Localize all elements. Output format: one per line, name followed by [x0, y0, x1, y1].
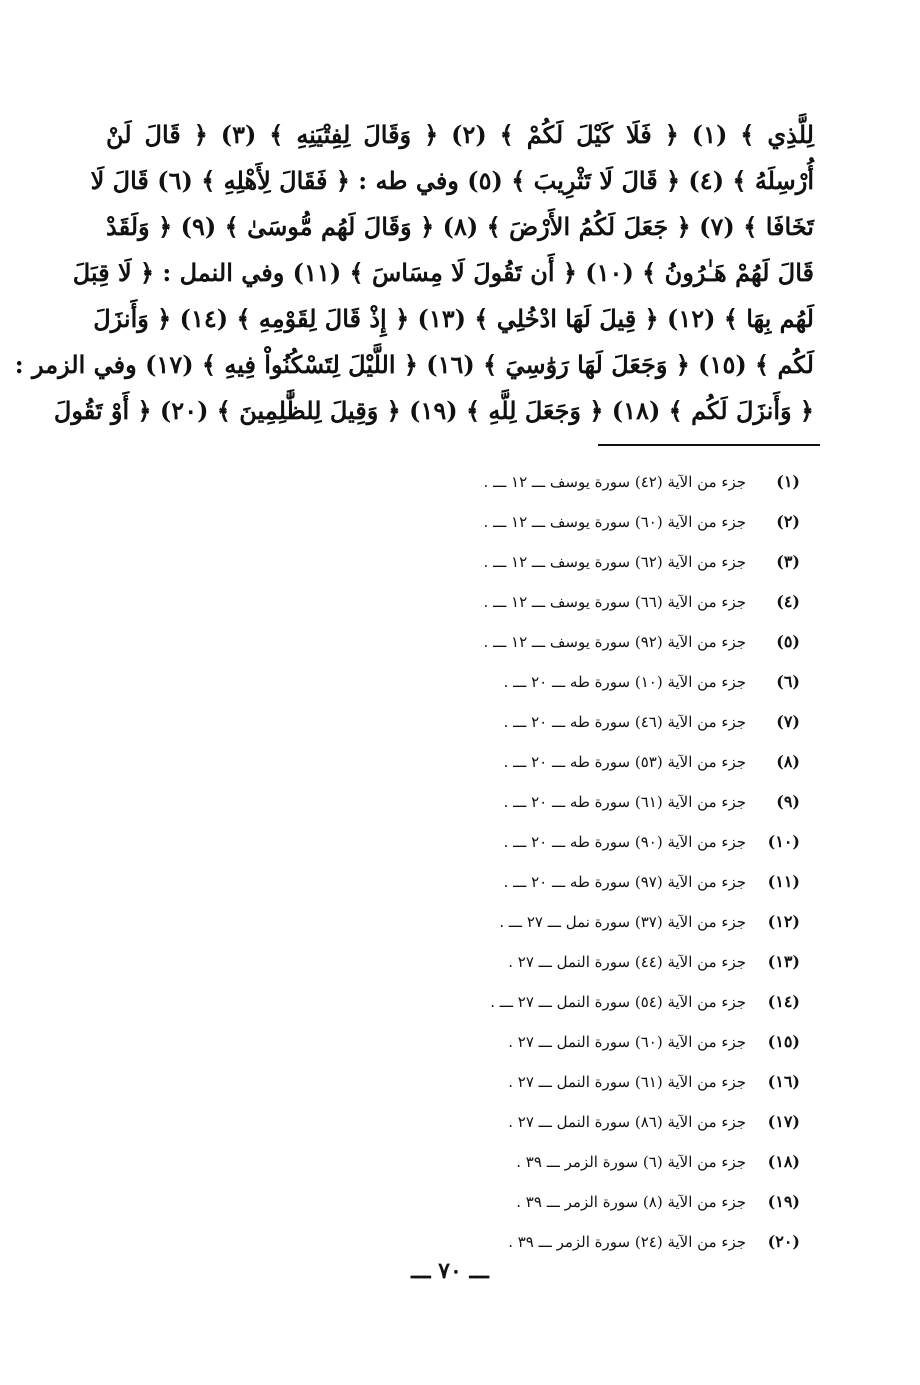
footnote-text: جزء من الآية (٣٧) سورة نمل ـــ ٢٧ ـــ .	[499, 913, 746, 931]
footnote-item	[380, 542, 800, 582]
footnote-number: (٥)	[776, 632, 800, 651]
footnote-text: جزء من الآية (٢٤) سورة الزمر ـــ ٣٩ .	[508, 1233, 746, 1251]
footnote-item	[380, 1182, 800, 1222]
footnote-number: (١١)	[767, 872, 800, 891]
footnote-item	[380, 942, 800, 982]
footnote-item	[380, 502, 800, 542]
footnote-text: جزء من الآية (٨٦) سورة النمل ـــ ٢٧ .	[508, 1113, 746, 1131]
footnote-number: (١٧)	[767, 1112, 800, 1131]
footnote-item	[380, 662, 800, 702]
footnote-number: (١٥)	[767, 1032, 800, 1051]
footnote-text: جزء من الآية (٦١) سورة النمل ـــ ٢٧ .	[508, 1073, 746, 1091]
footnote-item	[380, 582, 800, 622]
footnote-number: (٨)	[776, 752, 800, 771]
main-text-line: لَكُم ﴾ (١٥) ﴿ وَجَعَلَ لَهَا رَوَٰسِيَ ﴾ (١٦) ﴿ اللَّيْلَ لِتَسْكُنُواْ فِيهِ ﴾ (١٧) وفي الزمر :	[14, 350, 814, 379]
footnote-number: (٢)	[776, 512, 800, 531]
footnote-text: جزء من الآية (٤٦) سورة طه ـــ ٢٠ ـــ .	[503, 713, 746, 731]
main-text-line: ﴿ وَأَنزَلَ لَكُم ﴾ (١٨) ﴿ وَجَعَلَ لِلَّهِ ﴾ (١٩) ﴿ وَقِيلَ لِلظَّٰلِمِينَ ﴾ (٢٠) ﴿ أَوْ تَقُولَ	[53, 396, 814, 425]
footnote-number: (٧)	[776, 712, 800, 731]
main-text-line: تَخَافَا ﴾ (٧) ﴿ جَعَلَ لَكُمُ الأَرْضَ ﴾ (٨) ﴿ وَقَالَ لَهُم مُّوسَىٰ ﴾ (٩) ﴿ وَلَقَدْ	[106, 212, 814, 241]
footnote-text: جزء من الآية (٦) سورة الزمر ـــ ٣٩ .	[516, 1153, 746, 1171]
footnote-number: (١٣)	[767, 952, 800, 971]
footnote-text: جزء من الآية (٩٠) سورة طه ـــ ٢٠ ـــ .	[503, 833, 746, 851]
footnote-item	[380, 982, 800, 1022]
page-number: ـــ ٧٠ ـــ	[411, 1258, 489, 1284]
main-text-block	[14, 112, 814, 434]
footnote-item	[380, 1222, 800, 1262]
footnote-number: (٦)	[776, 672, 800, 691]
footnote-number: (٩)	[776, 792, 800, 811]
footnote-number: (١٢)	[767, 912, 800, 931]
footnote-text: جزء من الآية (٩٧) سورة طه ـــ ٢٠ ـــ .	[503, 873, 746, 891]
footnote-divider	[598, 444, 820, 446]
footnote-text: جزء من الآية (٦٠) سورة النمل ـــ ٢٧ .	[508, 1033, 746, 1051]
footnote-text: جزء من الآية (٥٤) سورة النمل ـــ ٢٧ ـــ .	[490, 993, 746, 1011]
footnote-number: (١٨)	[767, 1152, 800, 1171]
footnote-text: جزء من الآية (٦٢) سورة يوسف ـــ ١٢ ـــ .	[483, 553, 746, 571]
footnotes-list	[380, 462, 800, 1262]
footnote-item	[380, 462, 800, 502]
footnote-number: (٤)	[776, 592, 800, 611]
footnote-number: (١٩)	[767, 1192, 800, 1211]
footnote-item	[380, 1102, 800, 1142]
footnote-item	[380, 862, 800, 902]
footnote-number: (٣)	[776, 552, 800, 571]
footnote-number: (١٠)	[767, 832, 800, 851]
footnote-item	[380, 1022, 800, 1062]
footnote-text: جزء من الآية (١٠) سورة طه ـــ ٢٠ ـــ .	[503, 673, 746, 691]
footnote-item	[380, 1062, 800, 1102]
footnote-text: جزء من الآية (٨) سورة الزمر ـــ ٣٩ .	[516, 1193, 746, 1211]
footnote-text: جزء من الآية (٤٤) سورة النمل ـــ ٢٧ .	[508, 953, 746, 971]
footnote-text: جزء من الآية (٩٢) سورة يوسف ـــ ١٢ ـــ .	[483, 633, 746, 651]
footnote-number: (١٦)	[767, 1072, 800, 1091]
footnote-number: (١٤)	[767, 992, 800, 1011]
main-text-line: لِلَّذِي ﴾ (١) ﴿ فَلَا كَيْلَ لَكُمْ ﴾ (٢) ﴿ وَقَالَ لِفِتْيَنِهِ ﴾ (٣) ﴿ قَالَ لَنْ	[106, 120, 814, 149]
footnote-text: جزء من الآية (٥٣) سورة طه ـــ ٢٠ ـــ .	[503, 753, 746, 771]
footnote-item	[380, 1142, 800, 1182]
footnote-number: (٢٠)	[767, 1232, 800, 1251]
footnote-text: جزء من الآية (٦٠) سورة يوسف ـــ ١٢ ـــ .	[483, 513, 746, 531]
footnote-item	[380, 742, 800, 782]
footnote-item	[380, 822, 800, 862]
footnote-item	[380, 902, 800, 942]
footnote-text: جزء من الآية (٦٦) سورة يوسف ـــ ١٢ ـــ .	[483, 593, 746, 611]
footnote-item	[380, 702, 800, 742]
main-text-line: قَالَ لَهُمْ هَـٰرُونُ ﴾ (١٠) ﴿ أَن تَقُولَ لَا مِسَاسَ ﴾ (١١) وفي النمل : ﴿ لَا قِبَلَ	[72, 258, 814, 287]
footnote-text: جزء من الآية (٦١) سورة طه ـــ ٢٠ ـــ .	[503, 793, 746, 811]
main-text-line: أُرْسِلَهُ ﴾ (٤) ﴿ قَالَ لَا تَثْرِيبَ ﴾ (٥) وفي طه : ﴿ فَقَالَ لِأَهْلِهِ ﴾ (٦) قَالَ لَا	[90, 166, 814, 195]
footnote-item	[380, 782, 800, 822]
main-text-line: لَهُم بِهَا ﴾ (١٢) ﴿ قِيلَ لَهَا ادْخُلِي ﴾ (١٣) ﴿ إِذْ قَالَ لِقَوْمِهِ ﴾ (١٤) ﴿ وَأَنزَلَ	[93, 304, 814, 333]
footnote-item	[380, 622, 800, 662]
footnote-number: (١)	[776, 472, 800, 491]
footnote-text: جزء من الآية (٤٢) سورة يوسف ـــ ١٢ ـــ .	[483, 473, 746, 491]
